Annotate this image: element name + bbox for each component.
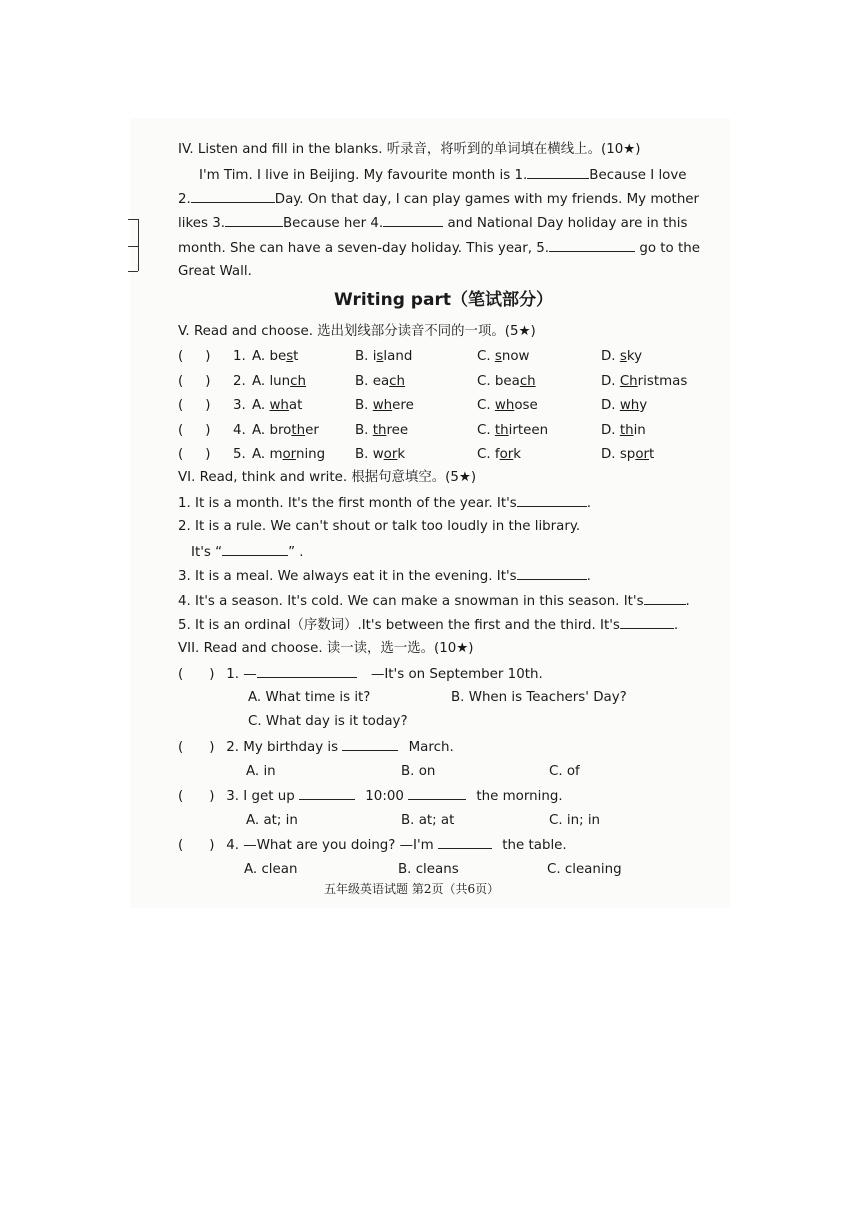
underlined-letters: wh bbox=[269, 398, 289, 413]
underlined-letters: Ch bbox=[619, 373, 638, 389]
underlined-letters: s bbox=[376, 349, 384, 364]
question-text: 1. — bbox=[226, 667, 257, 682]
mc-option-4a: A. clean bbox=[244, 862, 298, 877]
passage-text: Because her 4. bbox=[282, 216, 384, 231]
underlined-letters: th bbox=[291, 422, 306, 438]
underlined-letters: ch bbox=[389, 373, 406, 389]
question-number: 2. bbox=[233, 373, 246, 389]
question-text: 1. It is a month. It's the first month of the year. It's bbox=[178, 496, 517, 511]
underlined-letters: s bbox=[619, 349, 627, 364]
option-d: D. Christmas bbox=[601, 373, 688, 389]
answer-blank[interactable] bbox=[191, 190, 275, 203]
option-a: A. brother bbox=[252, 422, 319, 438]
option-a: A. what bbox=[252, 398, 303, 413]
question-text: March. bbox=[408, 740, 454, 755]
question-text: —It's on September 10th. bbox=[370, 667, 543, 682]
underlined-letters: th bbox=[372, 422, 387, 438]
answer-blank[interactable] bbox=[257, 665, 357, 678]
passage-line-2 bbox=[178, 190, 699, 209]
underlined-letters: or bbox=[282, 447, 296, 462]
underlined-letters: or bbox=[635, 447, 650, 462]
answer-blank[interactable] bbox=[517, 567, 587, 580]
question-text: ” . bbox=[288, 545, 304, 560]
answer-blank[interactable] bbox=[299, 787, 355, 800]
answer-paren[interactable]: ( ) bbox=[178, 447, 211, 462]
underlined-letters: or bbox=[383, 447, 398, 462]
option-a: A. morning bbox=[252, 447, 326, 462]
fill-question-1: 1. It is a month. It's the first month of the year. It's . bbox=[178, 496, 592, 511]
question-text: 4. —What are you doing? —I'm bbox=[226, 838, 434, 853]
answer-paren[interactable]: ( ) bbox=[178, 349, 211, 364]
answer-blank[interactable] bbox=[549, 239, 635, 252]
question-number: 4. bbox=[233, 422, 246, 438]
underlined-letters: wh bbox=[372, 398, 393, 413]
question-text: the table. bbox=[502, 838, 567, 853]
answer-blank[interactable] bbox=[342, 738, 398, 751]
binding-mark bbox=[128, 271, 138, 272]
option-b: B. island bbox=[355, 349, 413, 364]
mc-option-4b: B. cleans bbox=[398, 862, 459, 877]
question-text: 10:00 bbox=[365, 789, 404, 804]
option-c: C. thirteen bbox=[477, 422, 549, 438]
binding-mark bbox=[128, 219, 138, 220]
question-text: 3. I get up bbox=[226, 789, 295, 804]
option-d: D. sport bbox=[601, 447, 655, 462]
fill-question-3: 3. It is a meal. We always eat it in the evening. It's . bbox=[178, 569, 591, 584]
passage-text: go to the bbox=[639, 241, 700, 256]
answer-paren[interactable]: ( ) bbox=[178, 373, 211, 389]
passage-line-4 bbox=[178, 239, 700, 258]
underlined-letters: wh bbox=[494, 398, 515, 413]
passage-text: Because I love bbox=[589, 168, 687, 183]
option-c: C. fork bbox=[477, 447, 522, 462]
mc-option-2c: C. of bbox=[549, 764, 580, 779]
answer-blank[interactable] bbox=[222, 543, 288, 556]
passage-text: likes 3. bbox=[178, 216, 225, 231]
underlined-letters: or bbox=[499, 447, 514, 462]
option-b: B. three bbox=[355, 422, 409, 438]
underlined-letters: wh bbox=[619, 398, 640, 413]
question-text: 3. It is a meal. We always eat it in the evening. It's bbox=[178, 569, 517, 584]
underlined-letters: ch bbox=[519, 373, 536, 389]
answer-blank[interactable] bbox=[644, 592, 686, 605]
section-4-heading: IV. Listen and fill in the blanks. 听录音，将听到的单词填在横线上。(10★) bbox=[178, 142, 641, 157]
option-b: B. where bbox=[355, 398, 414, 413]
mc-option-2b: B. on bbox=[401, 764, 436, 779]
answer-blank[interactable] bbox=[225, 214, 283, 227]
option-c: C. snow bbox=[477, 349, 530, 364]
answer-paren[interactable]: ( ) bbox=[178, 838, 215, 853]
underlined-letters: th bbox=[619, 422, 634, 438]
mc-option-3a: A. at; in bbox=[246, 813, 298, 828]
passage-text: and National Day holiday are in this bbox=[447, 216, 688, 231]
mc-question-2 bbox=[178, 738, 454, 757]
fill-question-2-answer bbox=[191, 543, 304, 562]
section-6-heading: VI. Read, think and write. 根据句意填空。(5★) bbox=[178, 470, 477, 485]
question-text: 5. It is an ordinal（序数词）.It's between the first and the third. It's bbox=[178, 618, 620, 633]
mc-option-2a: A. in bbox=[246, 764, 276, 779]
question-text: 4. It's a season. It's cold. We can make a snowman in this season. It's bbox=[178, 594, 644, 609]
answer-blank[interactable] bbox=[408, 787, 466, 800]
option-b: B. work bbox=[355, 447, 406, 462]
mc-question-4 bbox=[178, 836, 567, 855]
option-a: A. best bbox=[252, 349, 299, 364]
answer-paren[interactable]: ( ) bbox=[178, 740, 215, 755]
option-c: C. beach bbox=[477, 373, 536, 389]
option-b: B. each bbox=[355, 373, 406, 389]
option-d: D. why bbox=[601, 398, 648, 413]
writing-part-title: Writing part（笔试部分） bbox=[334, 290, 553, 310]
answer-blank[interactable] bbox=[517, 494, 587, 507]
question-number: 3. bbox=[233, 398, 246, 413]
answer-paren[interactable]: ( ) bbox=[178, 667, 215, 682]
underlined-letters: th bbox=[494, 422, 509, 438]
page-footer: 五年级英语试题 第2页（共6页） bbox=[324, 882, 500, 896]
binding-mark bbox=[128, 246, 138, 247]
underlined-letters: s bbox=[286, 349, 294, 364]
mc-option-1c: C. What day is it today? bbox=[248, 714, 408, 729]
question-text: It's “ bbox=[191, 545, 223, 560]
mc-option-4c: C. cleaning bbox=[547, 862, 622, 877]
binding-mark bbox=[138, 219, 139, 271]
mc-option-1b: B. When is Teachers' Day? bbox=[451, 690, 627, 705]
fill-question-4: 4. It's a season. It's cold. We can make a snowman in this season. It's . bbox=[178, 594, 690, 609]
answer-blank[interactable] bbox=[527, 166, 589, 179]
answer-blank[interactable] bbox=[383, 214, 443, 227]
option-c: C. whose bbox=[477, 398, 538, 413]
mc-option-1a: A. What time is it? bbox=[248, 690, 371, 705]
answer-paren[interactable]: ( ) bbox=[178, 398, 211, 413]
passage-line-1 bbox=[199, 166, 687, 185]
underlined-letters: s bbox=[494, 349, 502, 364]
passage-line-3 bbox=[178, 214, 687, 233]
passage-text: 2. bbox=[178, 192, 191, 207]
question-text: the morning. bbox=[476, 789, 563, 804]
passage-text: Day. On that day, I can play games with my friends. My mother bbox=[274, 192, 700, 207]
mc-option-3b: B. at; at bbox=[401, 813, 455, 828]
question-number: 5. bbox=[233, 447, 246, 462]
mc-question-3 bbox=[178, 787, 563, 806]
passage-text: month. She can have a seven-day holiday. This year, 5. bbox=[178, 241, 550, 256]
underlined-letters: ch bbox=[290, 373, 306, 389]
section-7-heading: VII. Read and choose. 读一读，选一选。(10★) bbox=[178, 641, 474, 656]
passage-text: I'm Tim. I live in Beijing. My favourite month is 1. bbox=[199, 168, 528, 183]
fill-question-2: 2. It is a rule. We can't shout or talk too loudly in the library. bbox=[178, 519, 581, 534]
option-d: D. sky bbox=[601, 349, 643, 364]
section-5-heading: V. Read and choose. 选出划线部分读音不同的一项。(5★) bbox=[178, 324, 536, 339]
mc-question-1 bbox=[178, 665, 543, 684]
option-a: A. lunch bbox=[252, 373, 306, 389]
answer-blank[interactable] bbox=[438, 836, 492, 849]
fill-question-5: 5. It is an ordinal（序数词）.It's between the first and the third. It's . bbox=[178, 618, 679, 633]
passage-line-5: Great Wall. bbox=[178, 264, 252, 279]
answer-paren[interactable]: ( ) bbox=[178, 422, 211, 438]
question-number: 1. bbox=[233, 349, 246, 364]
option-d: D. thin bbox=[601, 422, 646, 438]
mc-option-3c: C. in; in bbox=[549, 813, 601, 828]
question-text: 2. My birthday is bbox=[226, 740, 339, 755]
answer-blank[interactable] bbox=[620, 616, 674, 629]
answer-paren[interactable]: ( ) bbox=[178, 789, 215, 804]
